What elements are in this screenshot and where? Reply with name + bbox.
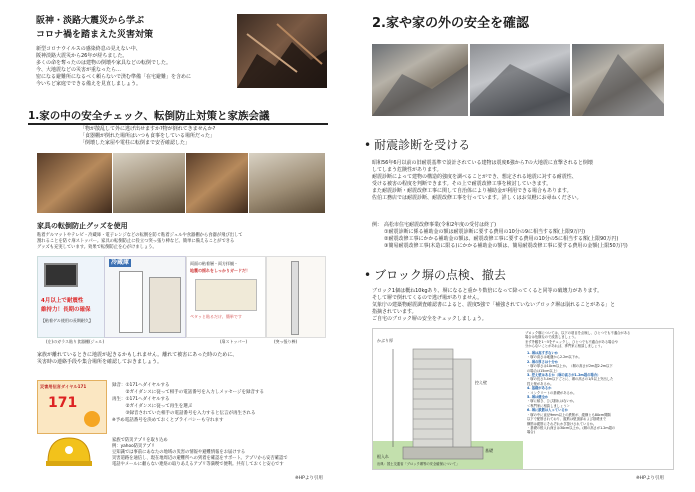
- earthquake-photo: [237, 14, 327, 88]
- block-line: 指摘されています。: [372, 309, 417, 315]
- quake-title-text: 耐震診断を受ける: [374, 138, 471, 152]
- section1-quotes: [80, 126, 320, 147]
- diagram-header-line: ブロック塀については、以下の項目を点検し、ひとつでも不適合がある: [525, 331, 631, 335]
- diagram-item: ＜専門家に相談しましょう＞: [527, 403, 570, 408]
- bullet-icon: [364, 268, 374, 282]
- diagram-items: [527, 351, 671, 435]
- dial-steps: [112, 382, 332, 424]
- goods-line: 割れることを防ぐ扉ストッパー。家具の転倒防止に役立つ突っ張り棒など。簡単に備えることができる: [37, 239, 235, 244]
- section1-title: 1.家の中の安全チェック、転倒防止対策と家族会議: [28, 110, 328, 125]
- collapse-icon: [372, 44, 468, 116]
- diagram-item: ・塀の厚さは10cm以上か。（塀の高さが2m超2.2m以下: [527, 364, 613, 369]
- quake-line: してしまう危険性があります。: [372, 167, 442, 173]
- block-line: 気象庁の建築物耐震調査確認書によると、震度5強で「補強されていないブロック塀は崩れることがある」と: [372, 302, 616, 308]
- quake-line: 耐震診断によって建物の構造的強度を調べることができ、想定される地震に対する耐震性、: [372, 174, 577, 180]
- helmet-icon: [44, 434, 94, 468]
- goods-line: 粘着ゲルマットやテレビ・冷蔵庫・電子レンジなどの転倒を防ぐ粘着ジェルや食器棚から食器が飛び出して: [37, 233, 243, 238]
- intro-line: 密になる避難所になるべく頼らないで済む準備「在宅避難」を含めに: [36, 74, 192, 80]
- phone-icon: [84, 411, 100, 427]
- intro-line: 阪神淡路大震災から26年が経ちました。: [36, 53, 128, 59]
- app-line: 例：yahoo防災アプリ: [112, 444, 156, 449]
- speech-text-1: 両面の粘着層・両方拝観・: [190, 261, 238, 266]
- dial-number: 171: [48, 395, 78, 411]
- wall-illustration: [373, 329, 523, 469]
- block-text: [372, 288, 672, 323]
- dial-step: 録音：①171へダイヤルする: [112, 383, 170, 388]
- diagram-item: ・基礎の根入れ深さは30cm以上か。(塀の高さが1.2m超の: [527, 425, 616, 430]
- meeting-text: [37, 352, 327, 366]
- diagram-label-buttress: 控え壁: [475, 380, 487, 385]
- app-line: 家族で防災アプリを取り込め: [112, 438, 168, 443]
- caption-2: (扉ストッパー): [220, 339, 248, 344]
- dial-step: ※予め電話番号を決めておくとプライバシーも守れます: [112, 418, 224, 423]
- example-item: ①耐震診断に係る補助金の額は耐震診断に要する費用の10分の9に相当する額(上限9万円): [384, 229, 586, 235]
- quake-text: [372, 160, 672, 202]
- quake-title: [364, 138, 470, 152]
- fallen-furniture-photo-2: [113, 153, 185, 213]
- block-title-text: ブロック塀の点検、撤去: [374, 268, 506, 282]
- diagram-item: ・塀の中に直径9mm以上の鉄筋が、縦横とも80cm間隔: [527, 412, 611, 417]
- diagram-item: の場合は15cm以上）: [527, 368, 560, 373]
- speech-text-3: ペタッと貼るだけ、簡単です: [190, 314, 242, 319]
- dial-step: ②ガイダンスに従って再生を選ぶ: [112, 404, 193, 409]
- block-title: [364, 268, 506, 282]
- ruins-illustration: [237, 14, 327, 88]
- diagram-label-foundation: 基礎: [485, 448, 493, 453]
- example-label: 例：: [372, 222, 383, 228]
- caption-1: (左)のガラス貼り食器棚(ジェル): [46, 339, 105, 344]
- diagram-item: 控え壁があるか。: [527, 381, 554, 386]
- example-title: 高松市住宅耐震改修事業(令和2年度の受付は終了): [384, 222, 497, 228]
- quake-line: 昭和56年6月以前の旧耐震基準で設計されている建物は震度6強から7の大地震に直撃されると倒壊: [372, 160, 593, 166]
- app-text: [112, 438, 332, 468]
- diagram-item: 以下で配筋されており、縦筋は壁頂部および基礎まで: [527, 417, 607, 422]
- quote-line: 「食器棚が倒れた場所はいつも食事をしている場所だった」: [80, 133, 216, 139]
- stopper-icon: [195, 279, 257, 311]
- collapsed-house-photo-3: [572, 44, 664, 116]
- collapsed-house-photo-2: [470, 44, 570, 116]
- dial-label: 災害用伝言ダイヤル171: [40, 384, 87, 389]
- dial-step: ③録音されていた相手の電話番号を入力すると伝言が再生される: [112, 411, 256, 416]
- diagram-item: 3. 控え壁はあるか（塀の高さが1.2m超の場合）: [527, 373, 601, 378]
- diagram-item: ・コンクリートの基礎があるか。: [527, 390, 577, 395]
- intro-line: 多くの命を奪ったのは建物の倒壊や家具などの転倒でした。: [36, 60, 172, 66]
- tv-icon: [44, 263, 78, 287]
- diagram-label-depth: 根入れ: [377, 454, 389, 459]
- diagram-header-line: 分からないことがあれば、専門家に相談しましょう。: [525, 344, 605, 349]
- bullet-icon: [364, 138, 374, 152]
- speech-panel: [186, 256, 266, 338]
- block-line: そして塀で倒れてくるので逃げ場がありません。: [372, 295, 483, 301]
- diagram-header-line: まず外観を1～5をチェックし、ひとつでも不適合がある場合や: [525, 339, 619, 344]
- fallen-furniture-photo-3: [186, 153, 248, 213]
- example-item: ②耐震改修工事にかかる補助金の額は、耐震改修工事に要する費用の10分の5に相当する額(上限90万円): [384, 236, 619, 242]
- right-credit: ※HPより引用: [636, 476, 664, 481]
- diagram-header-line: 場合は危険なので改善しましょう。: [525, 335, 578, 340]
- cabinet-icon: [149, 277, 181, 333]
- goods-title: 家具の転倒防止グッズを使用: [37, 222, 128, 230]
- diagram-label-cover: かぶり厚: [377, 338, 393, 343]
- app-line: 電話やメールに頼らない連絡の取りあえるアプリ等満喫で便利。共有しておくと安心です: [112, 462, 284, 467]
- fallen-furniture-photo-1: [37, 153, 112, 213]
- diagram-item: ・塀の長さ3.4m以下ごとに、塀の高さの1/5以上突出した: [527, 377, 614, 382]
- fallen-furniture-photo-4: [249, 153, 325, 213]
- diagram-item: 2. 塀の厚さは十分か: [527, 359, 559, 364]
- block-line: ブロック1個は概ね10kgあり、塀になると重かり数倍になって降ってくると同等の破壊力があります。: [372, 288, 603, 294]
- dial-step: ②ガイダンスに従って相手の電話番号を入力しメッセージを録音する: [112, 390, 265, 395]
- diagram-item: 4. 基礎があるか: [527, 386, 552, 391]
- dial-poster: [37, 380, 107, 434]
- collapse-icon: [572, 44, 664, 116]
- quake-line: 受ける被害の程度を判断できます。その上で耐震改修工事を検討していきます。: [372, 181, 552, 187]
- quake-line: 佐伯工務店では耐震診断、耐震改修工事を行っています。詳しくはお気軽にお尋ねください。: [372, 195, 582, 201]
- helmet-illustration: [44, 434, 94, 468]
- diagram-header: [525, 331, 671, 349]
- intro-title-2: コロナ禍を踏まえた災害対策: [36, 30, 154, 40]
- product-sale-text-3: 【粘着ゲル使用の長期耐久】: [41, 318, 93, 323]
- diagram-item: 場合): [527, 430, 535, 435]
- diagram-item: ・塀に傾き、ひび割れはないか。: [527, 399, 577, 404]
- intro-title-1: 阪神・淡路大震災から学ぶ: [36, 16, 145, 26]
- collapsed-house-photo-1: [372, 44, 468, 116]
- intro-line: 今、大地震などの災害が重なったら…: [36, 67, 122, 73]
- left-credit: ※HPより引用: [295, 476, 323, 481]
- diagram-source: 出典：国土交通省「ブロック塀等の安全確保について」: [377, 462, 460, 466]
- product-sale-text-2: 維持力！長期の確保: [41, 307, 91, 313]
- intro-text: [36, 46, 236, 88]
- quote-line: 「倒壊した家屋や電柱に転倒まで安否確認した」: [80, 140, 191, 146]
- intro-line: 新型コロナウイルスの感染終息の見えない中、: [36, 46, 141, 52]
- app-line: 災害道路を通信し、現在地周辺の避難所への到着を確認をサポート。アプリから安否確認で: [112, 456, 288, 461]
- diagram-item: 横筋は縦筋にそれぞれかぎ掛けされているか。: [527, 421, 597, 426]
- diagram-item: ・塀の高さは地盤から2.2m以下か。: [527, 355, 582, 360]
- example-block: [384, 222, 674, 250]
- quake-line: また耐震診断・耐震改修工事に関して自治体により補助金が利用できる場合もあります。: [372, 188, 572, 194]
- collapse-icon: [470, 44, 570, 116]
- meeting-line: 災害時の連絡手段や集合場所を確認しておきましょう。: [37, 359, 163, 365]
- dial-step: 再生：①171へダイヤルする: [112, 397, 170, 402]
- quote-line: 「物が散乱して外に逃げ出せますか?物が倒れてきませんか?: [80, 126, 216, 132]
- fridge-icon: [119, 271, 143, 333]
- pole-panel: [266, 256, 326, 338]
- section2-title: 2.家や家の外の安全を確認: [372, 16, 529, 31]
- example-item: ③簡易耐震改修工事(木造に限る)にかかる補助金の額は、簡易耐震改修工事に要する費用の金額(上限50万円): [384, 243, 628, 249]
- meeting-line: 家族が離れているときに地震が起きるかもしれません。離れて被害にあった時のために、: [37, 352, 238, 358]
- block-wall-diagram: [372, 328, 674, 470]
- fridge-label: 冷蔵庫: [111, 259, 130, 266]
- intro-line: 今いちど家庭でできる備えを見直しましょう。: [36, 81, 142, 87]
- diagram-item: 1. 塀は高すぎないか: [527, 351, 559, 355]
- block-line: ご自宅のブロック塀の安全をチェックしましょう。: [372, 316, 487, 322]
- diagram-item: 5. 塀は健全か: [527, 395, 549, 400]
- product-gel-panel: [37, 256, 105, 338]
- app-line: 豆知識では事前にあなたの地域の災害の情報や避難情報をお届けする: [112, 450, 246, 455]
- diagram-item: 6. 塀に鉄筋は入っているか: [527, 408, 568, 413]
- product-sale-text: 4月以上で耐震性: [41, 298, 84, 304]
- speech-text-2: 地震の揺れをしっかりガードだ！: [190, 268, 250, 273]
- fridge-panel: [104, 256, 186, 338]
- goods-text: [37, 233, 329, 251]
- tension-pole-icon: [291, 261, 299, 335]
- goods-line: グッズも充実しています。効果で転倒防止を心がけましょう。: [37, 245, 157, 250]
- caption-3: (突っ張り棒): [274, 339, 298, 344]
